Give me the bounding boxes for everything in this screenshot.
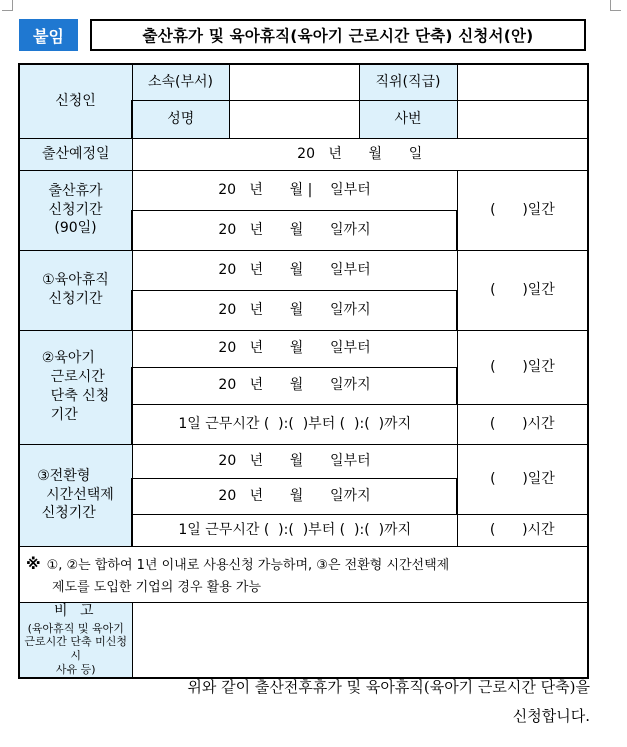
remarks-label-line: 사유 등) [55, 662, 96, 676]
reduced-hours-row-1 [19, 330, 588, 367]
remarks-title: 비 고 [54, 603, 98, 619]
position-label: 직위(직급) [359, 64, 457, 100]
parental-leave-to[interactable]: 20 년 월 일까지 [132, 290, 457, 330]
maternity-leave-label-line: (90일) [54, 220, 97, 237]
maternity-leave-label-line: 신청기간 [48, 201, 103, 218]
flex-time-daily-time[interactable]: 1일 근무시간 ( ):( )부터 ( ):( )까지 [132, 514, 457, 546]
maternity-leave-to[interactable]: 20 년 월 일까지 [132, 210, 457, 250]
position-field[interactable] [457, 64, 588, 100]
flex-time-from[interactable]: 20 년 월 일부터 [132, 444, 457, 478]
declaration-line: 위와 같이 출산전후휴가 및 육아휴직(육아기 근로시간 단축)을 [187, 678, 590, 696]
parental-leave-label-line: ①육아휴직 [42, 272, 109, 289]
corner-crop-mark [2, 0, 13, 11]
flex-time-label-line: 시간선택제 [46, 486, 114, 503]
maternity-leave-label-line: 출산휴가 [48, 182, 103, 199]
parental-leave-label-line: 신청기간 [48, 291, 103, 307]
note-line: 제도를 도입한 기업의 경우 활용 가능 [52, 580, 262, 596]
applicant-row-1 [19, 64, 588, 100]
employee-no-label: 사번 [359, 100, 457, 138]
maternity-leave-days[interactable]: ( )일간 [457, 170, 588, 250]
reduced-hours-from[interactable]: 20 년 월 일부터 [132, 330, 457, 367]
flex-time-label-line: 신청기간 [41, 505, 96, 522]
remarks-label-line: (육아휴직 및 육아기 [27, 621, 124, 635]
parental-leave-label [19, 250, 132, 330]
name-field[interactable] [229, 100, 359, 138]
employee-no-field[interactable] [457, 100, 588, 138]
parental-leave-row-1 [19, 250, 588, 290]
reduced-hours-label-line: ②육아기 [41, 350, 95, 367]
note-row [19, 546, 588, 603]
flex-time-days[interactable]: ( )일간 [457, 444, 588, 514]
corner-crop-mark [610, 0, 621, 11]
reduced-hours-label-line: 근로시간 [50, 369, 105, 386]
note-text [19, 546, 588, 603]
declaration-line: 신청합니다. [512, 707, 590, 725]
parental-leave-days[interactable]: ( )일간 [457, 250, 588, 330]
flex-time-row-1 [19, 444, 588, 478]
reduced-hours-to[interactable]: 20 년 월 일까지 [132, 367, 457, 404]
due-date-field[interactable]: 20 년 월 일 [132, 138, 588, 170]
reduced-hours-label [19, 330, 132, 444]
reduced-hours-label-line: 단축 신청 [50, 388, 110, 404]
maternity-leave-label [19, 170, 132, 250]
remarks-field[interactable] [132, 603, 588, 678]
affiliation-field[interactable] [229, 64, 359, 100]
remarks-label-line: 근로시간 단축 미신청시 [24, 635, 128, 662]
reduced-hours-daily-time[interactable]: 1일 근무시간 ( ):( )부터 ( ):( )까지 [132, 404, 457, 444]
flex-time-label-line: ③전환형 [37, 467, 91, 484]
reduced-hours-days[interactable]: ( )일간 [457, 330, 588, 404]
reduced-hours-hours[interactable]: ( )시간 [457, 404, 588, 444]
flex-time-to[interactable]: 20 년 월 일까지 [132, 478, 457, 514]
parental-leave-from[interactable]: 20 년 월 일부터 [132, 250, 457, 290]
note-mark: ※ [26, 554, 41, 573]
note-line: ①, ②는 합하여 1년 이내로 사용신청 가능하며, ③은 전환형 시간선택제 [46, 557, 450, 573]
name-label: 성명 [132, 100, 229, 138]
form-title: 출산휴가 및 육아휴직(육아기 근로시간 단축) 신청서(안) [90, 19, 586, 51]
attachment-badge: 붙임 [19, 19, 78, 51]
remarks-row [19, 603, 588, 678]
declaration-text [0, 673, 590, 731]
due-date-label: 출산예정일 [19, 138, 132, 170]
application-form-table [18, 63, 589, 679]
due-date-row [19, 138, 588, 170]
maternity-leave-row-1 [19, 170, 588, 210]
flex-time-hours[interactable]: ( )시간 [457, 514, 588, 546]
affiliation-label: 소속(부서) [132, 64, 229, 100]
reduced-hours-label-line: 기간 [50, 406, 78, 423]
maternity-leave-from[interactable]: 20 년 월 | 일부터 [132, 170, 457, 210]
flex-time-label [19, 444, 132, 546]
remarks-label [19, 603, 132, 678]
applicant-label: 신청인 [19, 64, 132, 138]
